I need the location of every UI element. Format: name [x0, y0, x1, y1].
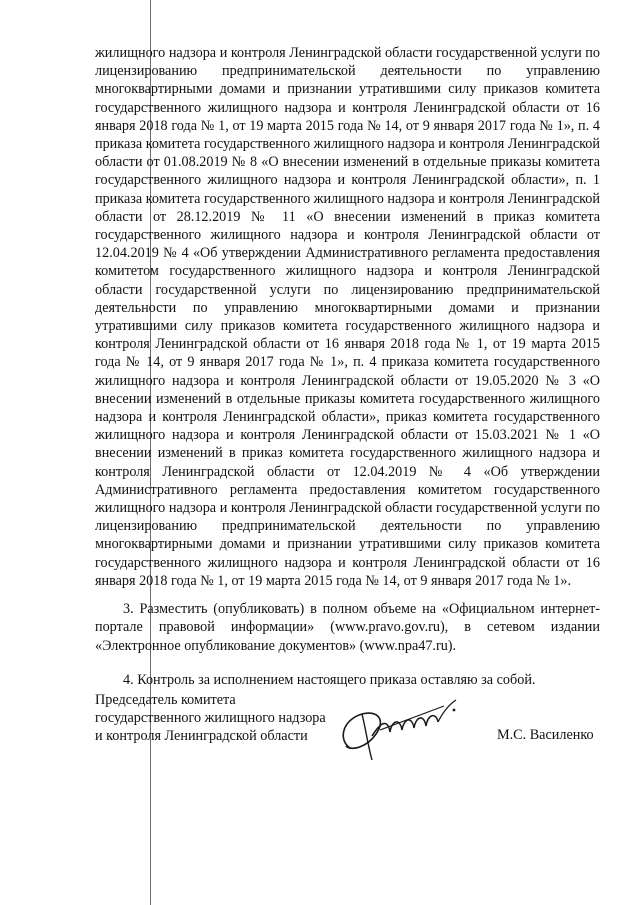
paragraph-item-3: 3. Разместить (опубликовать) в полном объеме на «Официальном интернет-портале правовой информации» (www.pravo.gov.ru), в сетевом издании «Электронное опубликование документов» (www.npa47.ru).	[95, 601, 600, 654]
position-line: и контроля Ленинградской области	[95, 728, 308, 745]
paragraph-continuation: жилищного надзора и контроля Ленинградской области государственной услуги по лицензированию предпринимательской деятельности по управлению многоквартирными домами и признании утратившими силу приказов комитета государственного жилищного надзора и контроля Ленинградской области от 16 января 2018 года № 1, от 19 марта 2015 года № 14, от 9 января 2017 года № 1», п. 4 приказа комитета государственного жилищного надзора и контроля Ленинградской области от 01.08.2019 № 8 «О внесении изменений в отдельные приказы комитета государственного жилищного надзора и контроля Ленинградской области», п. 1 приказа комитета государственного жилищного надзора и контроля Ленинградской области от 28.12.2019 № 11 «О внесении изменений в приказ комитета государственного жилищного надзора и контроля Ленинградской области от 12.04.2019 № 4 «Об утверждении Административного регламента предоставления комитетом государственного жилищного надзора и контроля Ленинградской области государственной услуги по лицензированию предпринимательской деятельности по управлению многоквартирными домами и признании утратившими силу приказов комитета государственного жилищного надзора и контроля Ленинградской области от 16 января 2018 года № 1, от 19 марта 2015 года № 14, от 9 января 2017 года № 1», п. 4 приказа комитета государственного жилищного надзора и контроля Ленинградской области от 19.05.2020 № 3 «О внесении изменений в отдельные приказы комитета государственного жилищного надзора и контроля Ленинградской области», приказ комитета государственного жилищного надзора и контроля Ленинградской области от 15.03.2021 № 1 «О внесении изменений в приказ комитета государственного жилищного надзора и контроля Ленинградской области от 12.04.2019 № 4 «Об утверждении Административного регламента предоставления комитетом государственного жилищного надзора и контроля Ленинградской области государственной услуги по лицензированию предпринимательской деятельности по управлению многоквартирными домами и признании утратившими силу приказов комитета государственного жилищного надзора и контроля Ленинградской области от 16 января 2018 года № 1, от 19 марта 2015 года № 14, от 9 января 2017 года № 1».	[95, 45, 600, 589]
position-line: государственного жилищного надзора	[95, 710, 326, 727]
paragraph-item-4: 4. Контроль за исполнением настоящего приказа оставляю за собой.	[123, 671, 536, 688]
signer-name: М.С. Василенко	[497, 727, 594, 743]
document-body	[95, 44, 600, 689]
position-line: Председатель комитета	[95, 692, 236, 708]
handwritten-signature	[332, 690, 462, 770]
